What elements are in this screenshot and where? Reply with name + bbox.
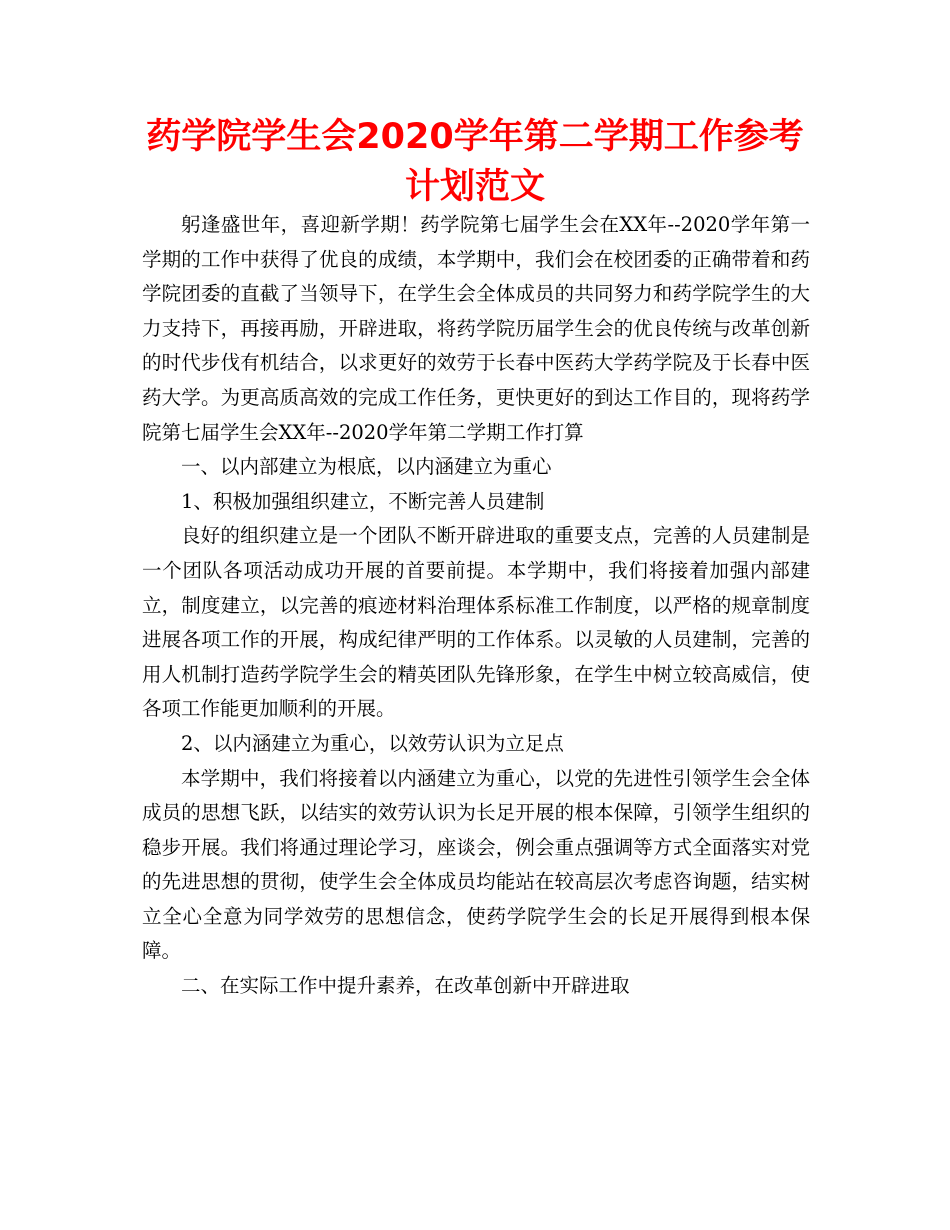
section-heading-2: 二、在实际工作中提升素养，在改革创新中开辟进取 (181, 974, 630, 998)
paragraph-intro: 躬逢盛世年，喜迎新学期！药学院第七届学生会在XX年--2020学年第一学期的工作中获得了优良的成绩，本学期中，我们会在校团委的正确带着和药学院团委的直截了当领导下，在学生会全体成员的共同努力和药学院学生的大力支持下，再接再励，开辟进取，将药学院历届学生会的优良传统与改革创新的时代步伐有机结合，以求更好的效劳于长春中医药大学药学院及于长春中医药大学。为更高质高效的完成工作任务，更快更好的到达工作目的，现将药学院第七届学生会XX年--2020学年第二学期工作打算 (142, 213, 810, 444)
subsection-heading-2: 2、以内涵建立为重心，以效劳认识为立足点 (181, 731, 564, 755)
document-title (100, 112, 850, 212)
title-line-1: 药学院学生会2020学年第二学期工作参考 (146, 117, 804, 157)
subsection-heading-1: 1、积极加强组织建立，不断完善人员建制 (181, 489, 545, 513)
document-body (142, 208, 810, 1004)
paragraph-organization: 良好的组织建立是一个团队不断开辟进取的重要支点，完善的人员建制是一个团队各项活动成功开展的首要前提。本学期中，我们将接着加强内部建立，制度建立，以完善的痕迹材料治理体系标准工作制度，以严格的规章制度进展各项工作的开展，构成纪律严明的工作体系。以灵敏的人员建制，完善的用人机制打造药学院学生会的精英团队先锋形象，在学生中树立较高威信，使各项工作能更加顺利的开展。 (142, 524, 810, 721)
title-line-2: 计划范文 (404, 167, 545, 207)
paragraph-service: 本学期中，我们将接着以内涵建立为重心，以党的先进性引领学生会全体成员的思想飞跃，以结实的效劳认识为长足开展的根本保障，引领学生组织的稳步开展。我们将通过理论学习，座谈会，例会重点强调等方式全面落实对党的先进思想的贯彻，使学生会全体成员均能站在较高层次考虑咨询题，结实树立全心全意为同学效劳的思想信念，使药学院学生会的长足开展得到根本保障。 (142, 766, 810, 963)
section-heading-1: 一、以内部建立为根底，以内涵建立为重心 (181, 455, 552, 479)
